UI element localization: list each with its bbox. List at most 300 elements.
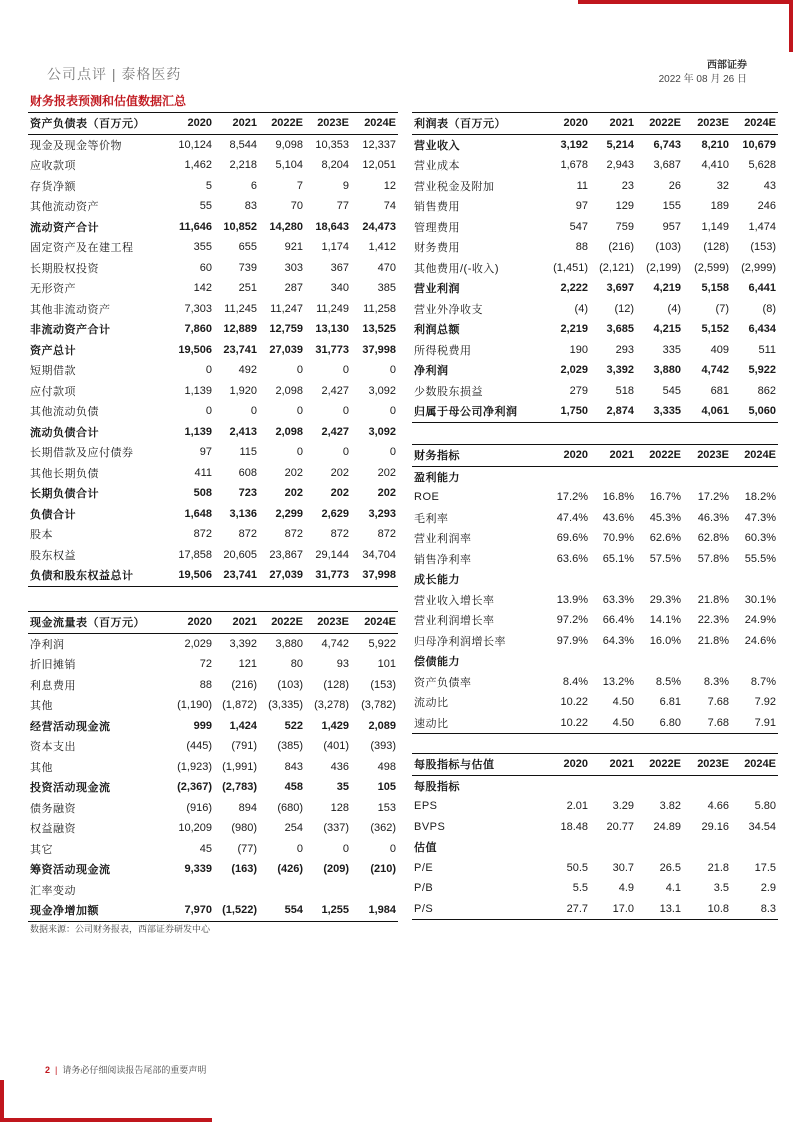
cell-value: 4.50: [590, 713, 636, 734]
cell-value: 0: [296, 446, 303, 459]
cell-value: [683, 651, 731, 672]
cell-value: 4.50: [612, 696, 634, 709]
cell-value: 10,353: [315, 138, 349, 151]
table-title: 现金流量表（百万元）: [28, 612, 170, 634]
table-row: [28, 716, 398, 737]
cell-value: 3.82: [659, 800, 681, 813]
cell-value: 13,130: [315, 323, 349, 336]
table-row: [412, 713, 778, 734]
cell-value: 190: [569, 343, 588, 356]
row-label: 资产负债率: [414, 676, 472, 689]
cell-value: 872: [377, 528, 396, 541]
table-row: [412, 610, 778, 631]
cell-value: 10.8: [683, 899, 731, 920]
row-label: 权益融资: [30, 823, 76, 836]
cell-value: 43.6%: [602, 511, 634, 524]
cell-value: 303: [284, 261, 303, 274]
cell-value: (153): [750, 241, 776, 254]
cell-value: [731, 466, 778, 487]
cell-value: 63.3%: [602, 593, 634, 606]
cell-value: (393): [370, 740, 396, 753]
cell-value: 11: [576, 179, 588, 192]
table-row: [28, 675, 398, 696]
cell-value: 27.7: [538, 899, 590, 920]
cell-value: 26: [668, 179, 681, 192]
cell-value: 3.29: [612, 800, 634, 813]
cell-value: (362): [370, 822, 396, 835]
cell-value: (791): [231, 740, 257, 753]
table-row: [412, 858, 778, 879]
cell-value: 921: [284, 241, 303, 254]
row-label: 财务费用: [414, 242, 460, 255]
cell-value: 13.1: [636, 899, 683, 920]
cell-value: 0: [296, 405, 303, 418]
cell-value: 3,335: [636, 401, 683, 422]
table-row: [28, 545, 398, 566]
cell-value: (916): [186, 801, 212, 814]
cell-value: 0: [389, 446, 396, 459]
row-label: 估值: [414, 842, 437, 855]
cell-value: (209): [323, 863, 349, 876]
cell-value: 202: [330, 466, 349, 479]
cell-value: 77: [336, 200, 349, 213]
cell-value: 62.8%: [697, 532, 729, 545]
row-label: 管理费用: [414, 221, 460, 234]
cell-value: 5,104: [275, 159, 303, 172]
row-label: 所得税费用: [414, 344, 472, 357]
cell-value: 60.3%: [744, 532, 776, 545]
row-label: BVPS: [414, 820, 446, 833]
footer-disclaimer: 请务必仔细阅读报告尾部的重要声明: [62, 1065, 207, 1075]
cell-value: 11,249: [316, 302, 349, 315]
row-label: 营业收入: [414, 139, 460, 152]
cell-value: 4.66: [707, 800, 729, 813]
cell-value: (77): [237, 842, 257, 855]
row-label: 负债合计: [30, 508, 76, 521]
cell-value: 11,245: [224, 302, 257, 315]
row-label: 净利润: [414, 365, 449, 378]
cell-value: (128): [323, 678, 349, 691]
cell-value: [538, 466, 590, 487]
cell-value: (2,599): [694, 261, 729, 274]
cell-value: 88: [575, 241, 588, 254]
cell-value: 5,152: [701, 323, 729, 336]
cell-value: 0: [205, 405, 212, 418]
cell-value: 894: [238, 801, 257, 814]
cell-value: 57.8%: [697, 552, 729, 565]
table-header-row: [412, 445, 778, 467]
cell-value: 7,303: [184, 302, 212, 315]
year-header: 2022E: [259, 612, 305, 634]
cell-value: 17.2%: [697, 491, 729, 504]
cell-value: (3,278): [314, 699, 349, 712]
cell-value: 153: [377, 801, 396, 814]
cell-value: 16.8%: [602, 491, 634, 504]
cell-value: 23: [621, 179, 634, 192]
cell-value: 65.1%: [602, 552, 634, 565]
cell-value: 128: [330, 801, 349, 814]
cell-value: 17.5: [754, 861, 776, 874]
table-row: [28, 463, 398, 484]
table-row: [28, 134, 398, 155]
cell-value: 27,039: [269, 343, 303, 356]
table-row: [412, 528, 778, 549]
row-label: 非流动资产合计: [30, 324, 111, 337]
table-row: [412, 775, 778, 796]
cell-value: 2,299: [275, 507, 303, 520]
cell-value: (980): [231, 822, 257, 835]
row-label: 长期负债合计: [30, 488, 99, 501]
cell-value: 3,687: [653, 159, 681, 172]
year-header: 2022E: [636, 754, 683, 776]
cell-value: 97.2%: [556, 614, 588, 627]
cell-value: [683, 569, 731, 590]
row-label: 固定资产及在建工程: [30, 242, 134, 255]
page-number: 2: [45, 1065, 51, 1075]
cell-value: 10.22: [538, 713, 590, 734]
table-row: [28, 401, 398, 422]
cell-value: 21.8%: [697, 593, 729, 606]
year-header: 2023E: [683, 754, 731, 776]
table-row: [412, 692, 778, 713]
cell-value: 2,629: [321, 507, 349, 520]
cell-value: 20.77: [606, 820, 634, 833]
cell-value: 545: [662, 384, 681, 397]
cell-value: (1,872): [222, 699, 257, 712]
cell-value: 655: [238, 241, 257, 254]
table-row: [28, 340, 398, 361]
table-row: [412, 381, 778, 402]
cell-value: 45.3%: [649, 511, 681, 524]
row-label: 应付款项: [30, 385, 76, 398]
cell-value: [683, 837, 731, 858]
row-label: P/B: [414, 882, 434, 895]
cell-value: 155: [662, 200, 681, 213]
year-header: 2024E: [351, 612, 398, 634]
row-label: 其他非流动资产: [30, 303, 111, 316]
row-label: P/E: [414, 861, 434, 874]
table-row: [28, 654, 398, 675]
year-header: 2020: [538, 113, 590, 135]
table-row: [28, 155, 398, 176]
cell-value: 1,149: [701, 220, 729, 233]
row-label: 其它: [30, 843, 53, 856]
cell-value: 46.3%: [697, 511, 729, 524]
year-header: 2024E: [351, 113, 398, 135]
cell-value: 2,427: [321, 425, 349, 438]
cell-value: 101: [377, 658, 396, 671]
table-row: [412, 155, 778, 176]
cell-value: 0: [205, 364, 212, 377]
cell-value: 202: [330, 487, 349, 500]
cell-value: 5: [205, 179, 212, 192]
row-label: 其他: [30, 761, 53, 774]
cell-value: 142: [193, 282, 212, 295]
table-row: [28, 839, 398, 860]
table-row: [412, 278, 778, 299]
cell-value: 45: [199, 842, 212, 855]
cell-value: (163): [231, 863, 257, 876]
cell-value: 4,742: [701, 364, 729, 377]
cell-value: 47.4%: [556, 511, 588, 524]
cell-value: 3,293: [368, 507, 396, 520]
table-row: [412, 258, 778, 279]
row-label: 汇率变动: [30, 884, 76, 897]
cell-value: 355: [193, 241, 212, 254]
cell-value: 1,648: [184, 507, 212, 520]
cell-value: [351, 880, 398, 901]
cell-value: 293: [615, 343, 634, 356]
cell-value: 11,247: [270, 302, 303, 315]
table-header-row: [412, 113, 778, 135]
cell-value: (153): [370, 678, 396, 691]
row-label: 利润总额: [414, 324, 460, 337]
cell-value: 2.9: [760, 882, 776, 895]
cell-value: 739: [238, 261, 257, 274]
cell-value: 57.5%: [649, 552, 681, 565]
year-header: 2020: [538, 445, 590, 467]
table-row: [28, 442, 398, 463]
cell-value: 5,158: [701, 282, 729, 295]
cell-value: 24.89: [653, 820, 681, 833]
cell-value: 367: [330, 261, 349, 274]
cell-value: 0: [296, 842, 303, 855]
row-label: 速动比: [412, 713, 538, 734]
cell-value: 14.1%: [649, 614, 681, 627]
cell-value: 6,743: [653, 138, 681, 151]
table-row: [412, 796, 778, 817]
cell-value: 121: [238, 658, 257, 671]
year-header: 2021: [590, 754, 636, 776]
table-header-row: [28, 612, 398, 634]
cell-value: 35: [336, 781, 349, 794]
cell-value: (128): [703, 241, 729, 254]
cell-value: [590, 466, 636, 487]
cell-value: [259, 880, 305, 901]
table-row: [28, 258, 398, 279]
cell-value: (2,999): [741, 261, 776, 274]
cell-value: 1,139: [184, 384, 212, 397]
cell-value: 340: [330, 282, 349, 295]
cell-value: 19,506: [170, 565, 214, 586]
cell-value: 24,473: [362, 220, 396, 233]
cell-value: (216): [608, 241, 634, 254]
cell-value: 3,392: [606, 364, 634, 377]
table-row: [412, 401, 778, 422]
table-row: [412, 508, 778, 529]
cell-value: 498: [377, 760, 396, 773]
table-row: [412, 299, 778, 320]
year-header: 2021: [214, 113, 259, 135]
row-label: 其他长期负债: [30, 467, 99, 480]
cell-value: 1,984: [351, 900, 398, 921]
cash-flow-table: [28, 611, 398, 922]
table-row: [412, 134, 778, 155]
table-row: [412, 217, 778, 238]
cell-value: 11,646: [178, 220, 212, 233]
cell-value: [636, 775, 683, 796]
row-label: 营业利润率: [414, 533, 472, 546]
cell-value: 23,867: [269, 548, 303, 561]
cell-value: 1,139: [184, 425, 212, 438]
cell-value: (2,783): [222, 781, 257, 794]
cell-value: (8): [762, 302, 776, 315]
cell-value: 6.80: [636, 713, 683, 734]
cell-value: 30.1%: [744, 593, 776, 606]
cell-value: 287: [284, 282, 303, 295]
cell-value: 202: [377, 466, 396, 479]
cell-value: 13.9%: [556, 593, 588, 606]
row-label: 营业成本: [414, 160, 460, 173]
cell-value: 18,643: [315, 220, 349, 233]
cell-value: 3,092: [368, 425, 396, 438]
row-label: 归属于母公司净利润: [412, 401, 538, 422]
table-row: [28, 757, 398, 778]
cell-value: 681: [710, 384, 729, 397]
cell-value: 3,092: [368, 384, 396, 397]
page-footer: [45, 1063, 206, 1076]
cell-value: 3,136: [229, 507, 257, 520]
cell-value: 1,474: [748, 220, 776, 233]
row-label: 其他流动负债: [30, 406, 99, 419]
cell-value: 55.5%: [744, 552, 776, 565]
year-header: 2024E: [731, 445, 778, 467]
year-header: 2022E: [636, 113, 683, 135]
cell-value: 27,039: [259, 565, 305, 586]
cell-value: 0: [389, 842, 396, 855]
cell-value: 83: [244, 200, 257, 213]
cell-value: 31,773: [315, 343, 349, 356]
cell-value: 23,741: [214, 565, 259, 586]
year-header: 2021: [590, 113, 636, 135]
cell-value: (216): [231, 678, 257, 691]
cell-value: 411: [194, 466, 212, 479]
year-header: 2023E: [305, 113, 351, 135]
table-row: [28, 422, 398, 443]
cell-value: (401): [323, 740, 349, 753]
cell-value: 4,219: [653, 282, 681, 295]
table-row: [28, 818, 398, 839]
table-header-row: [28, 113, 398, 135]
cell-value: 554: [259, 900, 305, 921]
cell-value: 3,192: [560, 138, 588, 151]
cell-value: 436: [330, 760, 349, 773]
cell-value: 2,219: [560, 323, 588, 336]
cell-value: 80: [290, 658, 303, 671]
cell-value: 97.9%: [556, 634, 588, 647]
table-row: [412, 360, 778, 381]
cell-value: 999: [193, 719, 212, 732]
cell-value: 1,462: [184, 159, 212, 172]
cell-value: (337): [323, 822, 349, 835]
cell-value: 0: [389, 405, 396, 418]
table-row: [412, 237, 778, 258]
row-label: 毛利率: [414, 512, 449, 525]
cell-value: [636, 651, 683, 672]
row-label: 净利润: [30, 638, 65, 651]
cell-value: 21.8: [707, 861, 729, 874]
cell-value: 24.9%: [744, 614, 776, 627]
report-date: 2022 年 08 月 26 日: [658, 74, 747, 85]
cell-value: 7,970: [170, 900, 214, 921]
section-title: 财务报表预测和估值数据汇总: [30, 94, 187, 108]
cell-value: 30.7: [612, 861, 634, 874]
row-label: 营业外净收支: [414, 303, 483, 316]
table-row: [412, 176, 778, 197]
cell-value: 0: [250, 405, 257, 418]
cell-value: 1,412: [368, 241, 396, 254]
cell-value: 1,920: [229, 384, 257, 397]
table-row: [412, 590, 778, 611]
cell-value: 5,922: [748, 364, 776, 377]
table-row: [412, 651, 778, 672]
cell-value: 24.6%: [744, 634, 776, 647]
cell-value: (1,190): [177, 699, 212, 712]
cell-value: 5,922: [368, 637, 396, 650]
cell-value: (3,335): [268, 699, 303, 712]
table-row: [28, 859, 398, 880]
cell-value: 37,998: [362, 343, 396, 356]
cell-value: 3,697: [606, 282, 634, 295]
cell-value: [590, 651, 636, 672]
table-row: [412, 549, 778, 570]
financial-ratios-table: [412, 444, 778, 734]
cell-value: 872: [193, 528, 212, 541]
cell-value: 34,704: [362, 548, 396, 561]
source-note: 数据来源：公司财务报表，西部证券研发中心: [30, 924, 211, 934]
cell-value: [538, 569, 590, 590]
row-label: 每股指标: [414, 780, 460, 793]
table-row: [28, 695, 398, 716]
cell-value: 11,258: [363, 302, 396, 315]
cell-value: 29.3%: [649, 593, 681, 606]
year-header: 2021: [590, 445, 636, 467]
cell-value: 385: [377, 282, 396, 295]
cell-value: 3,880: [653, 364, 681, 377]
cell-value: 17.2%: [556, 491, 588, 504]
cell-value: [538, 775, 590, 796]
table-title: 财务指标: [412, 445, 538, 467]
cell-value: 70: [290, 200, 303, 213]
row-label: 流动资产合计: [30, 221, 99, 234]
row-label: 利息费用: [30, 679, 76, 692]
table-row: [28, 633, 398, 654]
cell-value: (680): [277, 801, 303, 814]
year-header: 2023E: [305, 612, 351, 634]
cell-value: 862: [757, 384, 776, 397]
cell-value: 18.48: [560, 820, 588, 833]
cell-value: 3,880: [275, 637, 303, 650]
cell-value: [731, 651, 778, 672]
cell-value: 1,174: [321, 241, 349, 254]
cell-value: 16.7%: [649, 491, 681, 504]
cell-value: 511: [758, 343, 776, 356]
corner-accent-bottom-horizontal: [0, 1118, 212, 1122]
cell-value: 957: [662, 220, 681, 233]
cell-value: 5,628: [748, 159, 776, 172]
cell-value: 5.5: [572, 882, 588, 895]
cell-value: 6,434: [748, 323, 776, 336]
cell-value: 4,215: [653, 323, 681, 336]
cell-value: [590, 569, 636, 590]
cell-value: 202: [377, 487, 396, 500]
per-share-valuation-table: [412, 753, 778, 920]
cell-value: 0: [389, 364, 396, 377]
table-row: [412, 319, 778, 340]
cell-value: 64.3%: [602, 634, 634, 647]
table-row: [28, 299, 398, 320]
cell-value: 8.3%: [703, 675, 729, 688]
